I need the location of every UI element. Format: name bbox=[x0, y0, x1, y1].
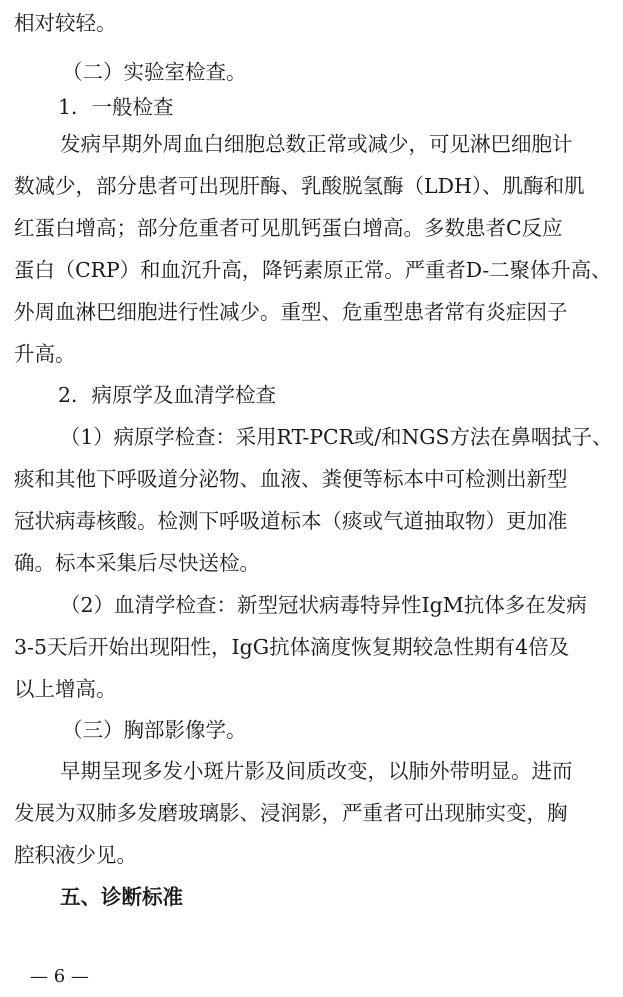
text-line: 腔积液少见。 bbox=[14, 843, 137, 867]
text-line: （1）病原学检查：采用RT-PCR或/和NGS方法在鼻咽拭子、 bbox=[60, 425, 613, 449]
text-line: 蛋白（CRP）和血沉升高，降钙素原正常。严重者D-二聚体升高、 bbox=[14, 258, 612, 282]
text-line: 外周血淋巴细胞进行性减少。重型、危重型患者常有炎症因子 bbox=[14, 300, 568, 324]
text-line: （2）血清学检查：新型冠状病毒特异性IgM抗体多在发病 bbox=[60, 593, 587, 617]
text-line: 早期呈现多发小斑片影及间质改变，以肺外带明显。进而 bbox=[60, 759, 573, 783]
section-heading: （三）胸部影像学。 bbox=[62, 718, 247, 742]
text-line: 数减少，部分患者可出现肝酶、乳酸脱氢酶（LDH）、肌酶和肌 bbox=[14, 174, 585, 198]
section-heading: （二）实验室检查。 bbox=[62, 60, 247, 84]
text-line: 痰和其他下呼吸道分泌物、血液、粪便等标本中可检测出新型 bbox=[14, 467, 568, 491]
text-line: 相对较轻。 bbox=[14, 11, 117, 35]
text-line: 红蛋白增高；部分危重者可见肌钙蛋白增高。多数患者C反应 bbox=[14, 216, 563, 240]
subsection-heading: 1．一般检查 bbox=[58, 95, 174, 119]
text-line: 冠状病毒核酸。检测下呼吸道标本（痰或气道抽取物）更加准 bbox=[14, 509, 568, 533]
text-line: 发病早期外周血白细胞总数正常或减少，可见淋巴细胞计 bbox=[60, 132, 573, 156]
text-line: 确。标本采集后尽快送检。 bbox=[14, 551, 260, 575]
subsection-heading: 2．病原学及血清学检查 bbox=[58, 383, 277, 407]
text-line: 升高。 bbox=[14, 342, 76, 366]
page-number: — 6 — bbox=[30, 966, 89, 987]
text-line: 以上增高。 bbox=[14, 677, 117, 701]
text-line: 3-5天后开始出现阳性，IgG抗体滴度恢复期较急性期有4倍及 bbox=[14, 635, 570, 659]
chapter-heading: 五、诊断标准 bbox=[60, 885, 183, 909]
text-line: 发展为双肺多发磨玻璃影、浸润影，严重者可出现肺实变，胸 bbox=[14, 801, 568, 825]
